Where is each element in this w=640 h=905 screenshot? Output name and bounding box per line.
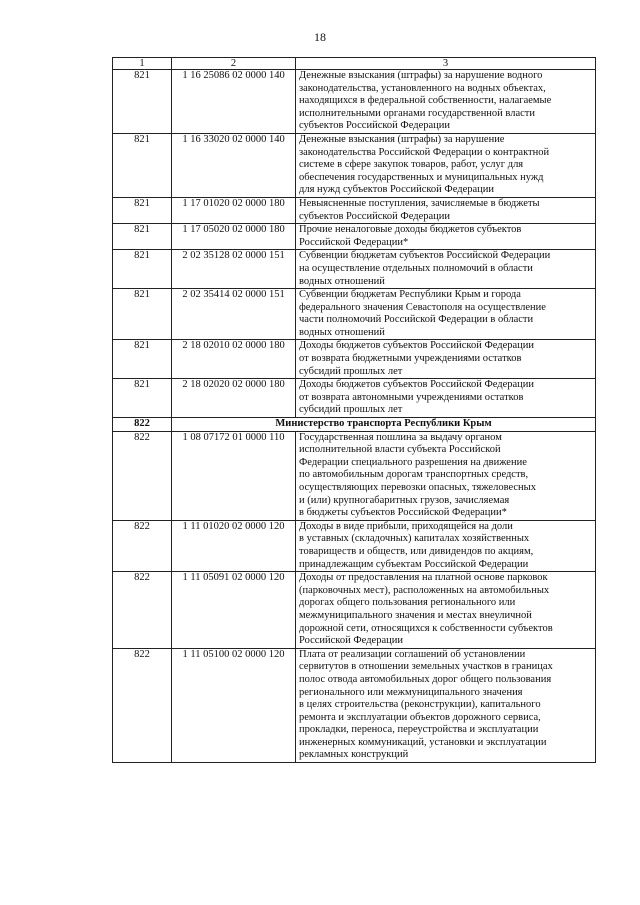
admin-code-cell: 822 bbox=[113, 648, 172, 762]
description-cell: Плата от реализации соглашений об установлении сервитутов в отношении земельных участков в границах полос отвода автомобильных дорог общего пользования регионального или межмуниципального значения в целях строительства (реконструкции), капитального ремонта и эксплуатации объектов дорожного сервиса, прокладки, переноса, переустройства и эксплуатации инженерных коммуникаций, установки и эксплуатации рекламных конструкций bbox=[296, 648, 596, 762]
revenue-code-cell: 1 11 05100 02 0000 120 bbox=[172, 648, 296, 762]
table-row bbox=[113, 379, 596, 418]
table-row bbox=[113, 250, 596, 289]
revenue-code-cell: 1 16 25086 02 0000 140 bbox=[172, 70, 296, 134]
revenue-code-cell: 1 16 33020 02 0000 140 bbox=[172, 133, 296, 197]
table-row bbox=[113, 572, 596, 649]
description-cell: Денежные взыскания (штрафы) за нарушение законодательства Российской Федерации о контрактной системе в сфере закупок товаров, работ, услуг для обеспечения государственных и муниципальных нужд для нужд субъектов Российской Федерации bbox=[296, 133, 596, 197]
column-header-1: 1 bbox=[113, 58, 172, 70]
revenue-codes-table bbox=[112, 57, 596, 763]
admin-code-cell: 821 bbox=[113, 224, 172, 250]
section-row bbox=[113, 418, 596, 432]
table-body bbox=[113, 70, 596, 763]
admin-code-cell: 822 bbox=[113, 572, 172, 649]
column-header-3: 3 bbox=[296, 58, 596, 70]
admin-code-cell: 821 bbox=[113, 70, 172, 134]
description-cell: Доходы бюджетов субъектов Российской Федерации от возврата автономными учреждениями остатков субсидий прошлых лет bbox=[296, 379, 596, 418]
table-row bbox=[113, 197, 596, 223]
admin-code-cell: 821 bbox=[113, 289, 172, 340]
column-header-2: 2 bbox=[172, 58, 296, 70]
description-cell: Доходы бюджетов субъектов Российской Федерации от возврата бюджетными учреждениями остатков субсидий прошлых лет bbox=[296, 340, 596, 379]
revenue-code-cell: 1 17 01020 02 0000 180 bbox=[172, 197, 296, 223]
section-title: Министерство транспорта Республики Крым bbox=[172, 418, 596, 432]
revenue-code-cell: 2 18 02020 02 0000 180 bbox=[172, 379, 296, 418]
column-number-row bbox=[113, 58, 596, 70]
revenue-code-cell: 1 11 05091 02 0000 120 bbox=[172, 572, 296, 649]
page-number: 18 bbox=[314, 30, 326, 44]
admin-code-cell: 821 bbox=[113, 133, 172, 197]
description-cell: Доходы в виде прибыли, приходящейся на доли в уставных (складочных) капиталах хозяйственных товариществ и обществ, или дивидендов по акциям, принадлежащим субъектам Российской Федерации bbox=[296, 520, 596, 571]
admin-code-cell: 821 bbox=[113, 340, 172, 379]
admin-code-cell: 821 bbox=[113, 379, 172, 418]
description-cell: Прочие неналоговые доходы бюджетов субъектов Российской Федерации* bbox=[296, 224, 596, 250]
admin-code-cell: 822 bbox=[113, 520, 172, 571]
table-row bbox=[113, 648, 596, 762]
revenue-code-cell: 1 08 07172 01 0000 110 bbox=[172, 431, 296, 520]
table-row bbox=[113, 133, 596, 197]
table-row bbox=[113, 224, 596, 250]
description-cell: Доходы от предоставления на платной основе парковок (парковочных мест), расположенных на автомобильных дорогах общего пользования регионального или межмуниципального значения и местах внеуличной дорожной сети, относящихся к собственности субъектов Российской Федерации bbox=[296, 572, 596, 649]
description-cell: Невыясненные поступления, зачисляемые в бюджеты субъектов Российской Федерации bbox=[296, 197, 596, 223]
admin-code-cell: 821 bbox=[113, 197, 172, 223]
revenue-code-cell: 1 11 01020 02 0000 120 bbox=[172, 520, 296, 571]
table-row bbox=[113, 70, 596, 134]
revenue-code-cell: 2 18 02010 02 0000 180 bbox=[172, 340, 296, 379]
admin-code-cell: 821 bbox=[113, 250, 172, 289]
revenue-code-cell: 2 02 35414 02 0000 151 bbox=[172, 289, 296, 340]
admin-code-cell: 822 bbox=[113, 431, 172, 520]
description-cell: Субвенции бюджетам субъектов Российской Федерации на осуществление отдельных полномочий в области водных отношений bbox=[296, 250, 596, 289]
admin-code-cell: 822 bbox=[113, 418, 172, 432]
description-cell: Субвенции бюджетам Республики Крым и города федерального значения Севастополя на осуществление части полномочий Российской Федерации в области водных отношений bbox=[296, 289, 596, 340]
description-cell: Государственная пошлина за выдачу органом исполнительной власти субъекта Российской Федерации специального разрешения на движение по автомобильным дорогам транспортных средств, осуществляющих перевозки опасных, тяжеловесных и (или) крупногабаритных грузов, зачисляемая в бюджеты субъектов Российской Федерации* bbox=[296, 431, 596, 520]
revenue-code-cell: 2 02 35128 02 0000 151 bbox=[172, 250, 296, 289]
description-cell: Денежные взыскания (штрафы) за нарушение водного законодательства, установленного на водных объектах, находящихся в федеральной собственности, налагаемые исполнительными органами государственной власти субъектов Российской Федерации bbox=[296, 70, 596, 134]
table-row bbox=[113, 340, 596, 379]
table-row bbox=[113, 520, 596, 571]
table-row bbox=[113, 289, 596, 340]
revenue-code-cell: 1 17 05020 02 0000 180 bbox=[172, 224, 296, 250]
table-row bbox=[113, 431, 596, 520]
